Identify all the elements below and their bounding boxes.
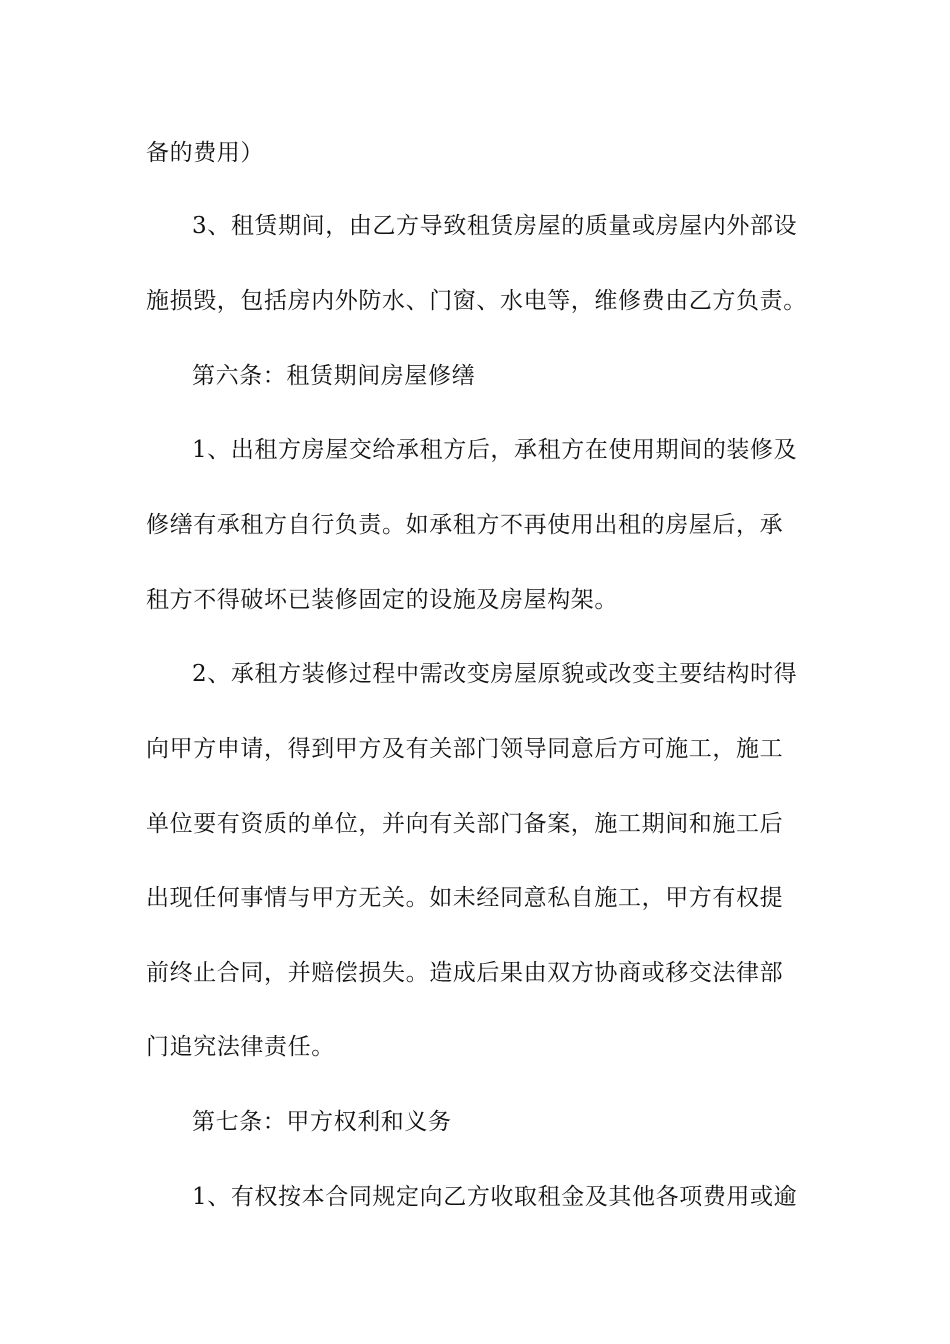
- clause-2-line: 2、承租方装修过程中需改变房屋原貌或改变主要结构时得: [192, 661, 798, 687]
- article-7-heading: 第七条：甲方权利和义务: [192, 1109, 452, 1135]
- text-line: 租方不得破坏已装修固定的设施及房屋构架。: [146, 587, 618, 613]
- text-line: 备的费用）: [146, 140, 264, 166]
- text-line: 施损毁，包括房内外防水、门窗、水电等，维修费由乙方负责。: [146, 288, 807, 314]
- article-6-heading: 第六条：租赁期间房屋修缮: [192, 363, 476, 389]
- text-line: 前终止合同，并赔偿损失。造成后果由双方协商或移交法律部: [146, 960, 784, 986]
- text-line: 门追究法律责任。: [146, 1034, 335, 1060]
- text-line: 单位要有资质的单位，并向有关部门备案，施工期间和施工后: [146, 811, 784, 837]
- text-line: 向甲方申请，得到甲方及有关部门领导同意后方可施工，施工: [146, 736, 784, 762]
- clause-3-line: 3、租赁期间，由乙方导致租赁房屋的质量或房屋内外部设: [192, 213, 798, 239]
- clause-1-line: 1、出租方房屋交给承租方后，承租方在使用期间的装修及: [192, 437, 798, 463]
- text-line: 修缮有承租方自行负责。如承租方不再使用出租的房屋后，承: [146, 512, 784, 538]
- clause-1-line: 1、有权按本合同规定向乙方收取租金及其他各项费用或逾: [192, 1184, 798, 1210]
- text-line: 出现任何事情与甲方无关。如未经同意私自施工，甲方有权提: [146, 885, 784, 911]
